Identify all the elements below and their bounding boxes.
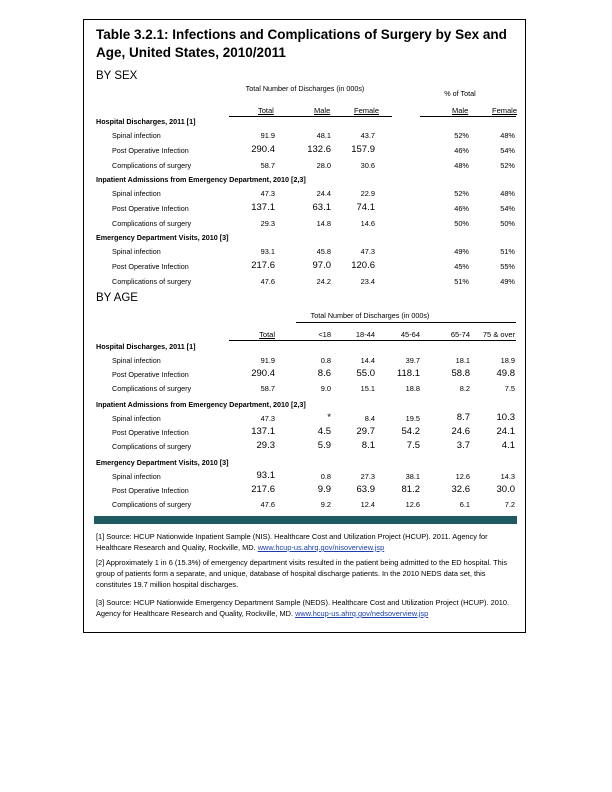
table-cell: 7.2 [504,500,515,509]
footnote-3-text: [3] Source: HCUP Nationwide Emergency Department Sample (NEDS). Healthcare Cost and Utilization Project (HCUP). 2010. Agency for Healthcare Research and Quality, Rockville, MD. [96,598,510,618]
table-cell: 120.6 [351,260,375,271]
age-header-rule [229,340,516,341]
table-cell: 50% [500,219,515,228]
table-cell: 97.0 [312,260,331,271]
table-cell: 51% [454,277,469,286]
row-group-label: Inpatient Admissions from Emergency Department, 2010 [2,3] [96,400,306,409]
table-cell: 50% [454,219,469,228]
table-cell: 12.6 [455,472,470,481]
table-cell: 0.8 [320,472,331,481]
row-label: Post Operative Infection [112,262,189,271]
row-label: Post Operative Infection [112,146,189,155]
table-cell: 9.2 [320,500,331,509]
row-label: Complications of surgery [112,161,192,170]
table-cell: 54.2 [401,426,420,437]
section-heading-by-age: BY AGE [96,292,138,304]
table-cell: 290.4 [251,368,275,379]
age-col-header: <18 [318,330,331,339]
table-cell: 24.6 [451,426,470,437]
table-cell: 14.8 [316,219,331,228]
table-cell: 91.9 [260,131,275,140]
table-cell: 24.1 [496,426,515,437]
table-cell: 29.3 [260,219,275,228]
table-cell: 8.6 [317,368,331,379]
table-cell: 29.3 [256,440,275,451]
age-group-header: Total Number of Discharges (in 000s) [310,311,430,320]
row-label: Spinal infection [112,189,161,198]
table-cell: 81.2 [401,484,420,495]
table-cell: 29.7 [356,426,375,437]
table-cell: 58.7 [260,161,275,170]
section-heading-by-sex: BY SEX [96,70,138,82]
table-cell: 47.3 [260,414,275,423]
table-cell: 43.7 [360,131,375,140]
table-cell: 24.4 [316,189,331,198]
row-label: Post Operative Infection [112,370,189,379]
table-cell: 49.8 [496,368,515,379]
row-label: Spinal infection [112,247,161,256]
table-cell: 30.6 [360,161,375,170]
col-header-pct-male: Male [452,106,469,115]
table-cell: 8.4 [364,414,375,423]
table-cell: 47.6 [260,277,275,286]
row-label: Spinal infection [112,356,161,365]
row-label: Post Operative Infection [112,428,189,437]
table-cell: 217.6 [251,484,275,495]
table-cell: 48.1 [316,131,331,140]
pct-header-rule [420,116,516,117]
table-cell: 14.6 [360,219,375,228]
table-cell: 47.3 [360,247,375,256]
table-cell: 9.0 [320,384,331,393]
col-header-female: Female [354,106,380,115]
row-label: Post Operative Infection [112,486,189,495]
table-cell: 14.4 [360,356,375,365]
row-label: Post Operative Infection [112,204,189,213]
table-cell: 54% [500,204,515,213]
footnote-1-text: [1] Source: HCUP Nationwide Inpatient Sample (NIS). Healthcare Cost and Utilization Project (HCUP). 2011. Agency for Healthcare Research and Quality, Rockville, MD. [96,532,488,552]
age-col-header: 75 & over [482,330,515,339]
row-group-label: Hospital Discharges, 2011 [1] [96,117,196,126]
table-cell: 18.9 [500,356,515,365]
col-header-pct-female: Female [492,106,518,115]
row-label: Spinal infection [112,472,161,481]
table-cell: 118.1 [396,368,420,379]
table-cell: 7.5 [504,384,515,393]
age-col-header: 45-64 [400,330,420,339]
neds-overview-link[interactable]: www.hcup-us.ahrq.gov/nedsoverview.jsp [295,609,429,618]
table-cell: 49% [500,277,515,286]
table-cell: 157.9 [351,144,375,155]
table-cell: 52% [500,161,515,170]
table-cell: 91.9 [260,356,275,365]
row-label: Complications of surgery [112,500,192,509]
table-cell: 58.7 [260,384,275,393]
table-cell: 63.1 [312,202,331,213]
table-cell: 48% [500,131,515,140]
table-cell: 52% [454,131,469,140]
table-cell: 55% [500,262,515,271]
table-cell: 74.1 [356,202,375,213]
table-cell: 32.6 [451,484,470,495]
table-cell: 51% [500,247,515,256]
table-cell: 30.0 [496,484,515,495]
table-cell: 27.3 [360,472,375,481]
row-group-label: Emergency Department Visits, 2010 [3] [96,233,229,242]
table-cell: 39.7 [405,356,420,365]
table-cell: 49% [454,247,469,256]
table-cell: 19.5 [405,414,420,423]
table-cell: 137.1 [251,202,275,213]
table-cell: 45.8 [316,247,331,256]
table-cell: 46% [454,204,469,213]
row-label: Complications of surgery [112,277,192,286]
table-cell: 47.3 [260,189,275,198]
footnote-3 [96,597,520,619]
row-group-label: Inpatient Admissions from Emergency Department, 2010 [2,3] [96,175,306,184]
table-cell: 45% [454,262,469,271]
row-label: Complications of surgery [112,442,192,451]
table-cell: 52% [454,189,469,198]
table-cell: 18.8 [405,384,420,393]
table-cell: 0.8 [320,356,331,365]
age-col-header: 65-74 [450,330,470,339]
nis-overview-link[interactable]: www.hcup-us.ahrq.gov/nisoverview.jsp [257,543,385,552]
age-col-header: 18-44 [355,330,375,339]
pct-group-header: % of Total [444,89,476,98]
table-cell: 48% [500,189,515,198]
table-cell: 24.2 [316,277,331,286]
table-cell: 12.6 [405,500,420,509]
sex-group-header: Total Number of Discharges (in 000s) [245,84,365,93]
col-header-total: Total [258,106,274,115]
table-cell: 8.1 [361,440,375,451]
table-cell: 6.1 [459,500,470,509]
table-cell: 9.9 [317,484,331,495]
table-cell: 93.1 [260,247,275,256]
table-cell: 217.6 [251,260,275,271]
table-cell: 22.9 [360,189,375,198]
table-cell: 46% [454,146,469,155]
table-cell: 5.9 [317,440,331,451]
footnote-2 [96,557,520,590]
table-cell: 137.1 [251,426,275,437]
table-cell: 48% [454,161,469,170]
table-cell: 54% [500,146,515,155]
row-label: Complications of surgery [112,384,192,393]
table-cell: 3.7 [456,440,470,451]
table-cell: 18.1 [455,356,470,365]
table-cell: 23.4 [360,277,375,286]
footnote-2-text: [2] Approximately 1 in 6 (15.3%) of emergency department visits resulted in the patient being admitted to the ED hospital. This group of patients form a separate, and unique, database of hospital discharge patients. In the 2010 NEDS data set, this constitutes 19.7 million hospital discharges. [96,558,508,589]
table-cell: 63.9 [356,484,375,495]
table-cell: 8.7 [456,412,470,423]
divider-band [94,516,517,524]
row-group-label: Hospital Discharges, 2011 [1] [96,342,196,351]
table-cell: 10.3 [496,412,515,423]
age-group-rule [296,322,516,323]
table-cell: 8.2 [459,384,470,393]
page-title: Table 3.2.1: Infections and Complications of Surgery by Sex and Age, United States, 2010/2011 [96,27,507,60]
age-col-header: Total [259,330,275,339]
table-cell: 15.1 [360,384,375,393]
table-cell: 28.0 [316,161,331,170]
table-cell: 290.4 [251,144,275,155]
row-label: Spinal infection [112,414,161,423]
table-cell: 14.3 [500,472,515,481]
table-cell: 93.1 [256,470,275,481]
row-label: Spinal infection [112,131,161,140]
col-header-male: Male [314,106,331,115]
table-cell: 132.6 [307,144,331,155]
table-cell: 12.4 [360,500,375,509]
table-cell: * [327,412,331,423]
table-cell: 58.8 [451,368,470,379]
table-cell: 4.5 [317,426,331,437]
row-label: Complications of surgery [112,219,192,228]
table-cell: 7.5 [406,440,420,451]
row-group-label: Emergency Department Visits, 2010 [3] [96,458,229,467]
table-cell: 4.1 [501,440,515,451]
sex-header-rule [229,116,392,117]
footnote-1 [96,531,520,553]
table-cell: 38.1 [405,472,420,481]
table-cell: 47.6 [260,500,275,509]
table-cell: 55.0 [356,368,375,379]
